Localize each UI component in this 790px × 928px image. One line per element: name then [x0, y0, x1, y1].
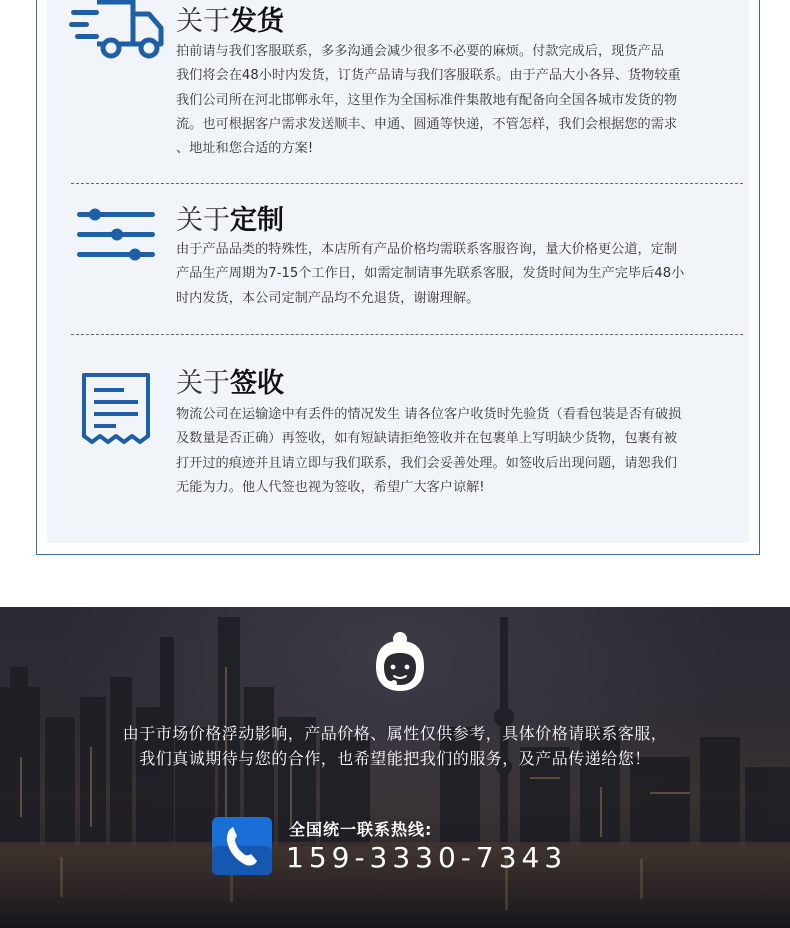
body-line: 我们将会在48小时内发货，订货产品请与我们客服联系。由于产品大小各异、货物较重: [176, 68, 681, 84]
body-line: 、地址和您合适的方案!: [176, 141, 314, 157]
title-prefix: 关于: [176, 368, 230, 399]
customer-service-icon: [368, 629, 432, 693]
delivery-truck-icon: [69, 0, 165, 62]
body-line: 时内发货，本公司定制产品均不允退货，谢谢理解。: [176, 290, 480, 306]
sliders-icon: [77, 206, 157, 264]
info-frame: [36, 0, 760, 555]
info-panel: [47, 0, 749, 543]
title-prefix: 关于: [176, 205, 230, 236]
pricing-notice: 由于市场价格浮动影响，产品价格、属性仅供参考，具体价格请联系客服，: [122, 724, 668, 743]
body-line: 流。也可根据客户需求发送顺丰、申通、圆通等快递，不管怎样，我们会根据您的需求: [176, 116, 678, 132]
footer-banner: [0, 607, 790, 928]
section-title: [176, 6, 284, 38]
section-divider: [71, 334, 743, 335]
section-body: [176, 403, 732, 500]
body-line: 产品生产周期为7-15个工作日，如需定制请事先联系客服，发货时间为生产完毕后48小: [176, 266, 685, 282]
cooperation-notice: 我们真诚期待与您的合作，也希望能把我们的服务，及产品传递给您！: [139, 749, 651, 768]
customization-section: [47, 200, 749, 320]
title-prefix: 关于: [176, 6, 230, 37]
section-body: [176, 40, 732, 161]
title-emphasis: 发货: [230, 6, 284, 37]
body-line: 及数量是否正确）再签收，如有短缺请拒绝签收并在包裹单上写明缺少货物，包裹有被: [176, 431, 678, 447]
body-line: 我们公司所在河北邯郸永年，这里作为全国标准件集散地有配备向全国各城市发货的物: [176, 92, 678, 108]
title-emphasis: 定制: [230, 205, 284, 236]
receipt-section: [47, 364, 749, 514]
section-body: [176, 238, 732, 311]
body-line: 打开过的痕迹并且请立即与我们联系，我们会妥善处理。如签收后出现问题，请恕我们: [176, 455, 678, 471]
section-divider: [71, 183, 743, 184]
body-line: 由于产品品类的特殊性，本店所有产品价格均需联系客服咨询，量大价格更公道，定制: [176, 242, 678, 257]
body-line: 物流公司在运输途中有丢件的情况发生 请各位客户收货时先验货（看看包装是否有破损: [176, 407, 682, 422]
body-line: 拍前请与我们客服联系，多多沟通会减少很多不必要的麻烦。付款完成后，现货产品: [176, 44, 664, 59]
shipping-section: [47, 0, 749, 180]
body-line: 无能为力。他人代签也视为签收，希望广大客户谅解!: [176, 479, 485, 495]
section-title: [176, 368, 284, 400]
receipt-icon: [81, 372, 151, 450]
phone-icon: [212, 817, 272, 875]
section-title: [176, 205, 284, 237]
title-emphasis: 签收: [230, 368, 284, 399]
hotline-label: 全国统一联系热线:: [289, 820, 433, 839]
hotline-number: 159-3330-7343: [286, 841, 568, 874]
